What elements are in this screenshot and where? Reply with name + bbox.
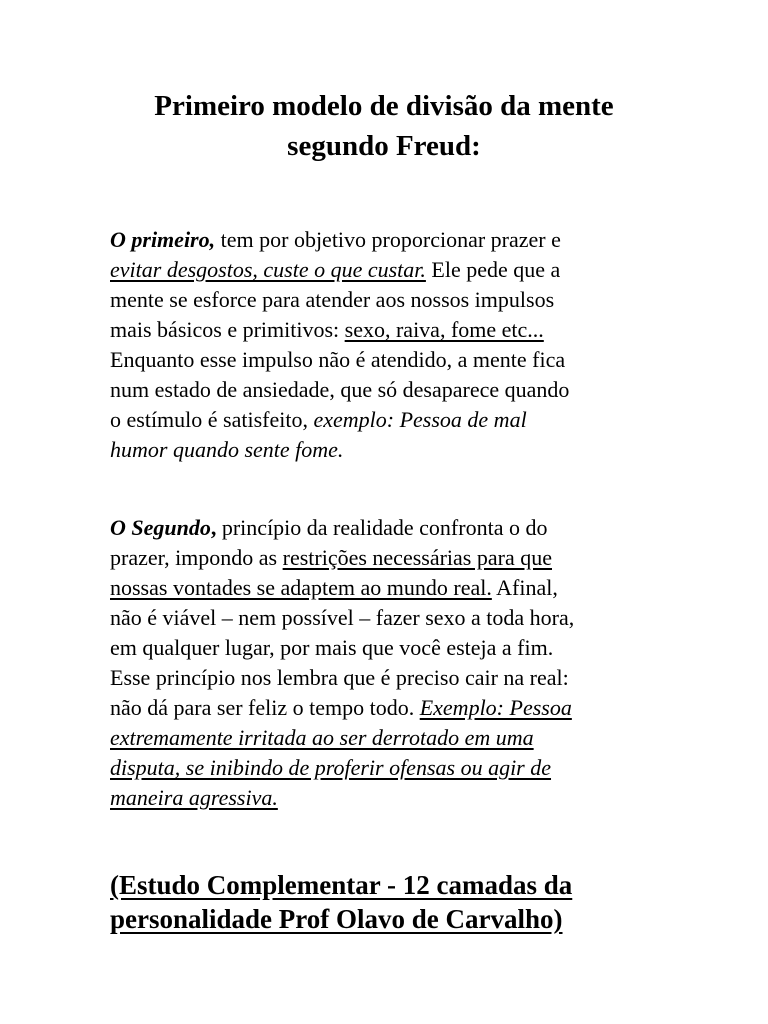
underlined-text: nossas vontades se adaptem ao mundo real. [110,575,492,600]
example-text: disputa, se inibindo de proferir ofensas ou agir de [110,755,552,780]
footer-line-2: personalidade Prof Olavo de Carvalho) [110,904,563,934]
text-run: mais básicos e primitivos: [110,317,345,342]
text-run: não dá para ser feliz o tempo todo. [110,695,420,720]
text-run: tem por objetivo proporcionar prazer e [215,227,561,252]
complementary-study-heading [110,868,710,936]
paragraph-line [110,543,670,573]
lead-comma: , [210,515,217,540]
paragraph-line [110,225,670,255]
example-text: humor quando sente fome. [110,437,344,462]
paragraph-line [110,255,670,285]
underlined-text: sexo, raiva, fome etc... [344,317,544,342]
paragraph-line: Enquanto esse impulso não é atendido, a mente fica [110,347,566,372]
footer-line-1: (Estudo Complementar - 12 camadas da [110,870,573,900]
underlined-text: restrições necessárias para que [282,545,552,570]
paragraph-lead: O primeiro, [110,227,216,252]
paragraph-segundo [110,513,670,813]
emphasis-underlined: evitar desgostos, custe o que custar. [110,257,426,282]
paragraph-lead: O Segundo [110,515,211,540]
paragraph-line [110,693,670,723]
example-text: extremamente irritada ao ser derrotado em uma [110,725,534,750]
text-run: Ele pede que a [425,257,561,282]
example-text: Exemplo: Pessoa [419,695,572,720]
paragraph-line [110,315,670,345]
text-run: o estímulo é satisfeito, [110,407,314,432]
title-line-1: Primeiro modelo de divisão da mente [154,90,614,122]
paragraph-line: Esse princípio nos lembra que é preciso cair na real: [110,665,569,690]
title-line-2: segundo Freud: [287,130,481,162]
paragraph-line: num estado de ansiedade, que só desaparece quando [110,377,570,402]
paragraph-primeiro [110,225,670,465]
text-run: prazer, impondo as [110,545,283,570]
example-text: maneira agressiva. [110,785,278,810]
paragraph-line [110,513,670,543]
page-title [0,86,768,166]
text-run: Afinal, [491,575,558,600]
paragraph-line [110,405,670,435]
paragraph-line [110,573,670,603]
text-run: princípio da realidade confronta o do [216,515,548,540]
paragraph-line: não é viável – nem possível – fazer sexo a toda hora, [110,605,575,630]
paragraph-line: em qualquer lugar, por mais que você esteja a fim. [110,635,554,660]
example-text: exemplo: Pessoa de mal [313,407,527,432]
paragraph-line: mente se esforce para atender aos nossos impulsos [110,287,555,312]
